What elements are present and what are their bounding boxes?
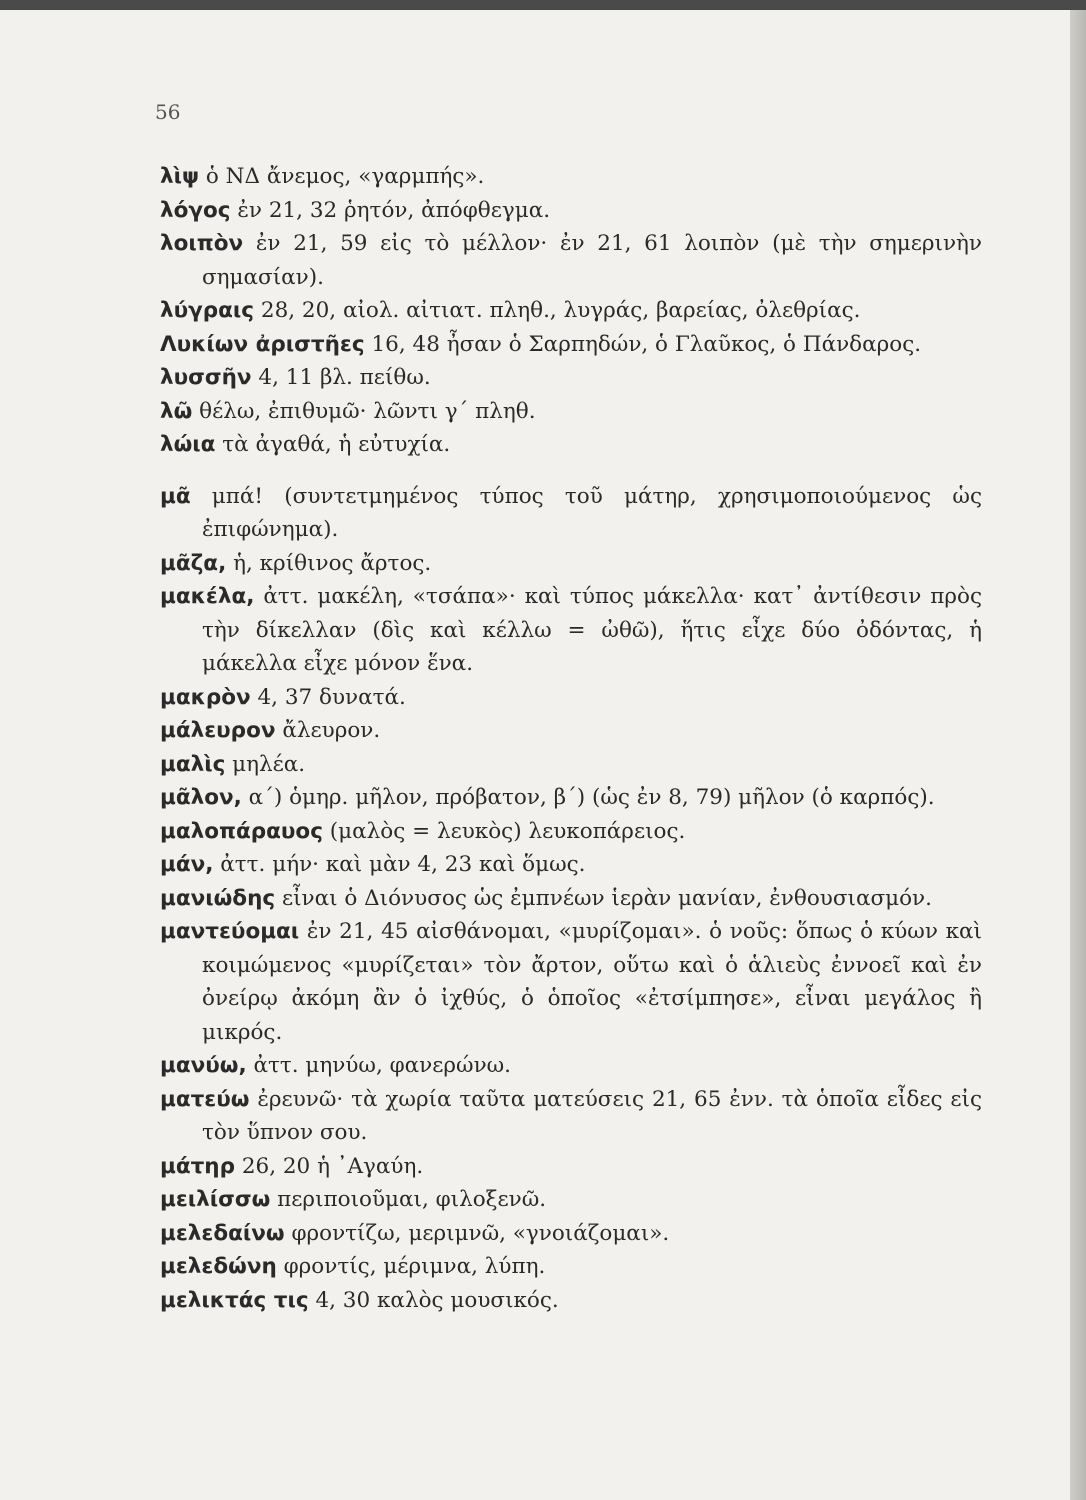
glossary-entry (160, 1049, 982, 1083)
definition: ἀττ. μήν· καὶ μὰν 4, 23 καὶ ὅμως. (213, 852, 586, 877)
glossary-entry (160, 294, 982, 328)
glossary-entry (160, 815, 982, 849)
definition: 4, 30 καλὸς μουσικός. (308, 1287, 559, 1313)
headword: μακέλα, (160, 584, 255, 609)
glossary-entry (160, 580, 982, 681)
definition: εἶναι ὁ Διόνυσος ὡς ἐμπνέων ἱερὰν μανίαν, ἐνθουσιασμόν. (275, 885, 932, 911)
headword: μᾶ (160, 483, 191, 509)
definition: ἐν 21, 45 αἰσθάνομαι, «μυρίζομαι». ὁ νοῦς: ὅπως ὁ κύων καὶ κοιμώμενος «μυρίζεται» τὸν ἄρτον, οὕτω καὶ ὁ ἁλιεὺς ἐννοεῖ καὶ ἐν ὀνείρῳ ἀκόμη ἂν ὁ ἰχθύς, ὁ ὁποῖος «ἐτσίμπησε», εἶναι μεγάλος ἢ μικρός. (202, 919, 982, 1045)
headword: μελικτάς τις (160, 1287, 309, 1313)
headword: μαντεύομαι (160, 919, 300, 944)
glossary-entry (160, 714, 982, 748)
definition: ἐν 21, 32 ῥητόν, ἀπόφθεγμα. (230, 197, 551, 223)
glossary-entry (160, 748, 982, 782)
headword: μανιώδης (160, 885, 276, 911)
glossary-entry (160, 781, 982, 815)
headword: μαλοπάραυος (160, 818, 323, 844)
headword: μανύω, (160, 1053, 247, 1078)
headword: μειλίσσω (160, 1187, 271, 1212)
headword: λύγραις (160, 298, 255, 323)
glossary-entry (160, 328, 982, 362)
glossary-entries (160, 160, 982, 1317)
definition: ὁ ΝΔ ἄνεμος, «γαρμπής». (199, 164, 485, 189)
glossary-entry (160, 480, 982, 547)
definition: 4, 11 βλ. πείθω. (251, 365, 431, 390)
headword: μελεδαίνω (160, 1220, 285, 1246)
headword: μάτηρ (160, 1153, 236, 1179)
glossary-entry (160, 1284, 982, 1318)
headword: λῶ (160, 398, 193, 424)
headword: μακρὸν (160, 684, 251, 710)
headword: λόγος (160, 197, 231, 223)
definition: α΄) ὁμηρ. μῆλον, πρόβατον, β΄) (ὡς ἐν 8, 79) μῆλον (ὁ καρπός). (241, 785, 935, 810)
glossary-entry (160, 361, 982, 395)
headword: μαλὶς (160, 751, 226, 777)
definition: φροντίζω, μεριμνῶ, «γνοιάζομαι». (284, 1220, 670, 1246)
definition: μηλέα. (225, 751, 306, 777)
glossary-entry (160, 1083, 982, 1150)
glossary-entry (160, 160, 982, 194)
definition: περιποιοῦμαι, φιλοξενῶ. (270, 1187, 547, 1212)
glossary-entry (160, 194, 982, 228)
definition: 16, 48 ἦσαν ὁ Σαρπηδών, ὁ Γλαῦκος, ὁ Πάνδαρος. (364, 331, 922, 357)
glossary-entry (160, 227, 982, 294)
scan-top-strip (0, 0, 1086, 10)
glossary-entry (160, 882, 982, 916)
headword: μᾶλον, (160, 785, 242, 810)
headword: ματεύω (160, 1086, 250, 1112)
definition: ἀττ. μηνύω, φανερώνω. (246, 1053, 512, 1078)
glossary-entry (160, 428, 982, 462)
definition: ἀττ. μακέλη, «τσάπα»· καὶ τύπος μάκελλα· κατ᾽ ἀντίθεσιν πρὸς τὴν δίκελλαν (δὶς καὶ κέλλω = ὠθῶ), ἥτις εἶχε δύο ὀδόντας, ἡ μάκελλα εἶχε μόνον ἕνα. (202, 584, 982, 676)
glossary-entry (160, 848, 982, 882)
definition: ἄλευρον. (275, 718, 381, 743)
definition: μπά! (συντετμημένος τύπος τοῦ μάτηρ, χρησιμοποιούμενος ὡς ἐπιφώνημα). (190, 483, 982, 542)
headword: λώια (160, 432, 216, 457)
definition: τὰ ἀγαθά, ἡ εὐτυχία. (215, 432, 451, 457)
glossary-entry (160, 547, 982, 581)
page-number: 56 (155, 100, 181, 124)
definition: (μαλὸς = λευκὸς) λευκοπάρειος. (322, 818, 686, 844)
glossary-entry (160, 1183, 982, 1217)
definition: φροντίς, μέριμνα, λύπη. (276, 1254, 546, 1279)
definition: ἡ, κρίθινος ἄρτος. (226, 550, 432, 576)
headword: Λυκίων ἀριστῆες (160, 331, 365, 357)
definition: θέλω, ἐπιθυμῶ· λῶντι γ΄ πληθ. (192, 398, 536, 424)
definition: 4, 37 δυνατά. (250, 684, 406, 710)
page-edge-shadow (1070, 10, 1086, 1500)
headword: λοιπὸν (160, 231, 244, 256)
definition: 26, 20 ἡ ᾿Αγαύη. (235, 1153, 424, 1179)
glossary-entry (160, 681, 982, 715)
headword: μᾶζα, (160, 550, 227, 576)
headword: μελεδώνη (160, 1254, 277, 1279)
headword: μάλευρον (160, 718, 276, 743)
glossary-entry (160, 915, 982, 1049)
headword: μάν, (160, 852, 214, 877)
definition: ἐρευνῶ· τὰ χωρία ταῦτα ματεύσεις 21, 65 ἐνν. τὰ ὁποῖα εἶδες εἰς τὸν ὕπνον σου. (202, 1086, 982, 1145)
definition: 28, 20, αἰολ. αἰτιατ. πληθ., λυγράς, βαρείας, ὀλεθρίας. (254, 298, 861, 323)
glossary-entry (160, 1150, 982, 1184)
headword: λὶψ (160, 164, 200, 189)
glossary-entry (160, 1217, 982, 1251)
definition: ἐν 21, 59 εἰς τὸ μέλλον· ἐν 21, 61 λοιπὸν (μὲ τὴν σημερινὴν σημασίαν). (202, 231, 982, 290)
headword: λυσσῆν (160, 365, 252, 390)
glossary-entry (160, 1250, 982, 1284)
glossary-entry (160, 395, 982, 429)
